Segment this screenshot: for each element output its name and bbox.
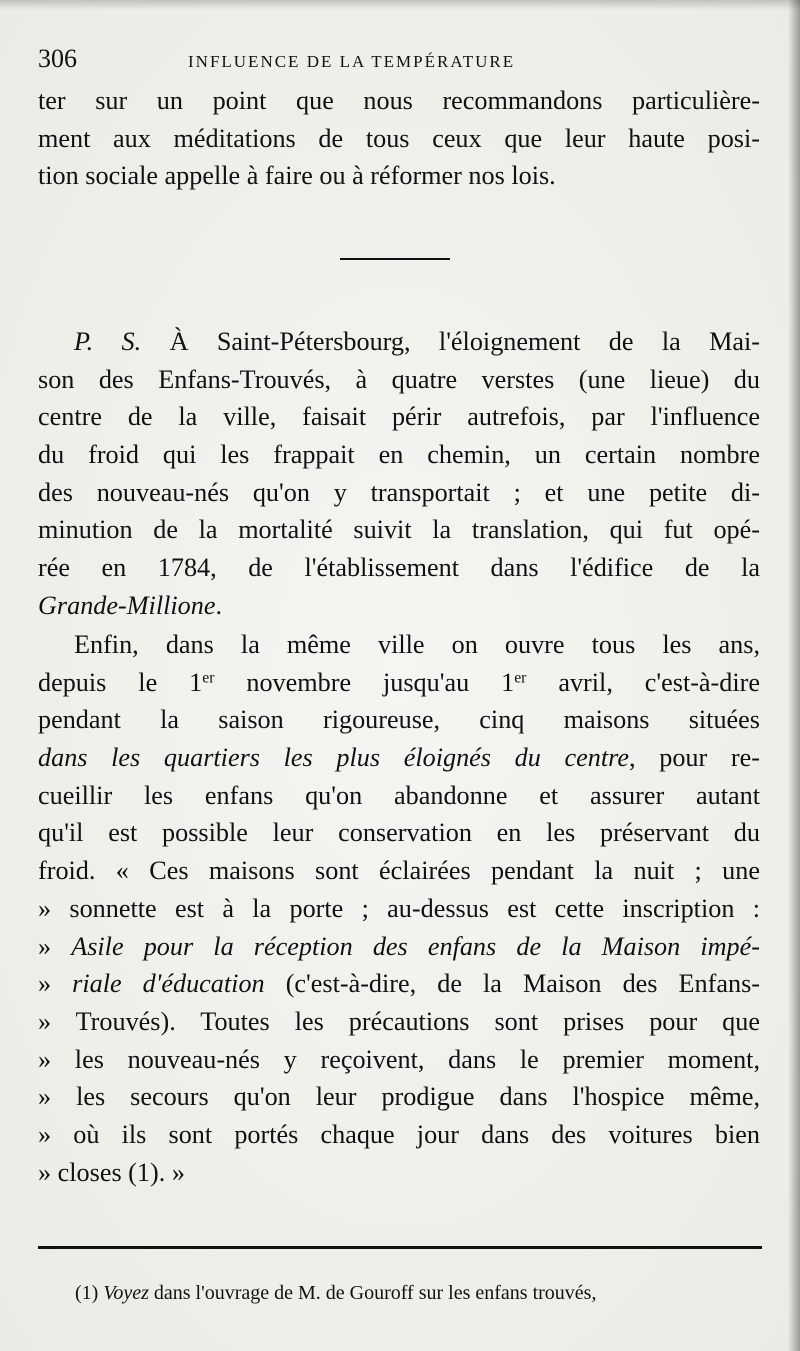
text-line bbox=[38, 323, 760, 361]
text-segment: À Saint-Pétersbourg, l'éloignement de la Mai- bbox=[169, 327, 761, 356]
text-line: son des Enfans-Trouvés, à quatre verstes (une lieue) du bbox=[38, 364, 760, 394]
text-line bbox=[38, 664, 760, 702]
text-line: tion sociale appelle à faire ou à réformer nos lois. bbox=[38, 161, 556, 191]
running-head: INFLUENCE DE LA TEMPÉRATURE bbox=[188, 52, 516, 71]
text-segment: » bbox=[38, 969, 73, 999]
text-line: cueillir les enfans qu'on abandonne et assurer autant bbox=[38, 780, 760, 810]
text-line: Enfin, dans la même ville on ouvre tous les ans, bbox=[74, 630, 760, 659]
text-line: du froid qui les frappait en chemin, un certain nombre bbox=[38, 440, 760, 470]
inscription-text: riale d'éducation bbox=[72, 969, 265, 999]
postscript-label: P. S. bbox=[74, 327, 142, 356]
footnote-text: dans l'ouvrage de M. de Gouroff sur les enfans trouvés, bbox=[148, 1282, 597, 1304]
text-line bbox=[38, 928, 760, 966]
paragraph-postscript bbox=[38, 323, 760, 625]
text-line bbox=[38, 587, 760, 625]
text-segment: (c'est-à-dire, de la Maison des Enfans- bbox=[264, 969, 760, 999]
text-line: » closes (1). » bbox=[38, 1157, 185, 1187]
text-line: froid. « Ces maisons sont éclairées pendant la nuit ; une bbox=[38, 856, 760, 886]
text-line: » les nouveau-nés y reçoivent, dans le premier moment, bbox=[38, 1044, 760, 1074]
text-segment: depuis le 1 bbox=[38, 667, 203, 697]
superscript: er bbox=[202, 669, 215, 687]
text-line: des nouveau-nés qu'on y transportait ; et une petite di- bbox=[38, 477, 760, 507]
page-edge-shadow bbox=[788, 0, 800, 1351]
page-header bbox=[38, 44, 758, 80]
footnote-italic: Voyez bbox=[103, 1282, 149, 1304]
text-line: » où ils sont portés chaque jour dans des voitures bien bbox=[38, 1119, 760, 1149]
text-segment: . bbox=[215, 590, 223, 620]
section-divider bbox=[340, 258, 450, 260]
text-line: » les secours qu'on leur prodigue dans l'hospice même, bbox=[38, 1082, 760, 1112]
text-segment: novembre jusqu'au 1 bbox=[214, 667, 515, 697]
text-line: ment aux méditations de tous ceux que leur haute posi- bbox=[38, 123, 760, 153]
paragraph-1 bbox=[38, 82, 760, 195]
text-line bbox=[38, 739, 760, 777]
text-segment: , pour re- bbox=[629, 743, 760, 773]
footnote-marker: (1) bbox=[75, 1282, 99, 1304]
text-line: pendant la saison rigoureuse, cinq maisons situées bbox=[38, 705, 760, 735]
text-line: » Trouvés). Toutes les précautions sont prises pour que bbox=[38, 1006, 760, 1036]
text-line: rée en 1784, de l'établissement dans l'édifice de la bbox=[38, 553, 760, 583]
footnote-divider bbox=[38, 1246, 762, 1249]
page-number: 306 bbox=[38, 44, 77, 73]
text-line: centre de la ville, faisait périr autrefois, par l'influence bbox=[38, 402, 760, 432]
inscription-text: Asile pour la réception des enfans de la Maison impé- bbox=[71, 931, 760, 961]
text-segment: dans les quartiers les plus éloignés du centre bbox=[38, 743, 630, 773]
text-segment: avril, c'est-à-dire bbox=[526, 667, 760, 697]
text-line: qu'il est possible leur conservation en les préservant du bbox=[38, 818, 760, 848]
page-top-shadow bbox=[0, 0, 800, 10]
paragraph-3 bbox=[38, 626, 760, 1191]
text-line bbox=[38, 965, 760, 1003]
text-line: minution de la mortalité suivit la translation, qui fut opé- bbox=[38, 515, 760, 545]
superscript: er bbox=[514, 669, 527, 687]
footnote bbox=[75, 1282, 765, 1305]
place-name: Grande-Millione bbox=[38, 590, 216, 620]
text-line: » sonnette est à la porte ; au-dessus est cette inscription : bbox=[38, 893, 760, 923]
text-line: ter sur un point que nous recommandons particulière- bbox=[38, 86, 760, 115]
text-segment: » bbox=[38, 931, 72, 961]
